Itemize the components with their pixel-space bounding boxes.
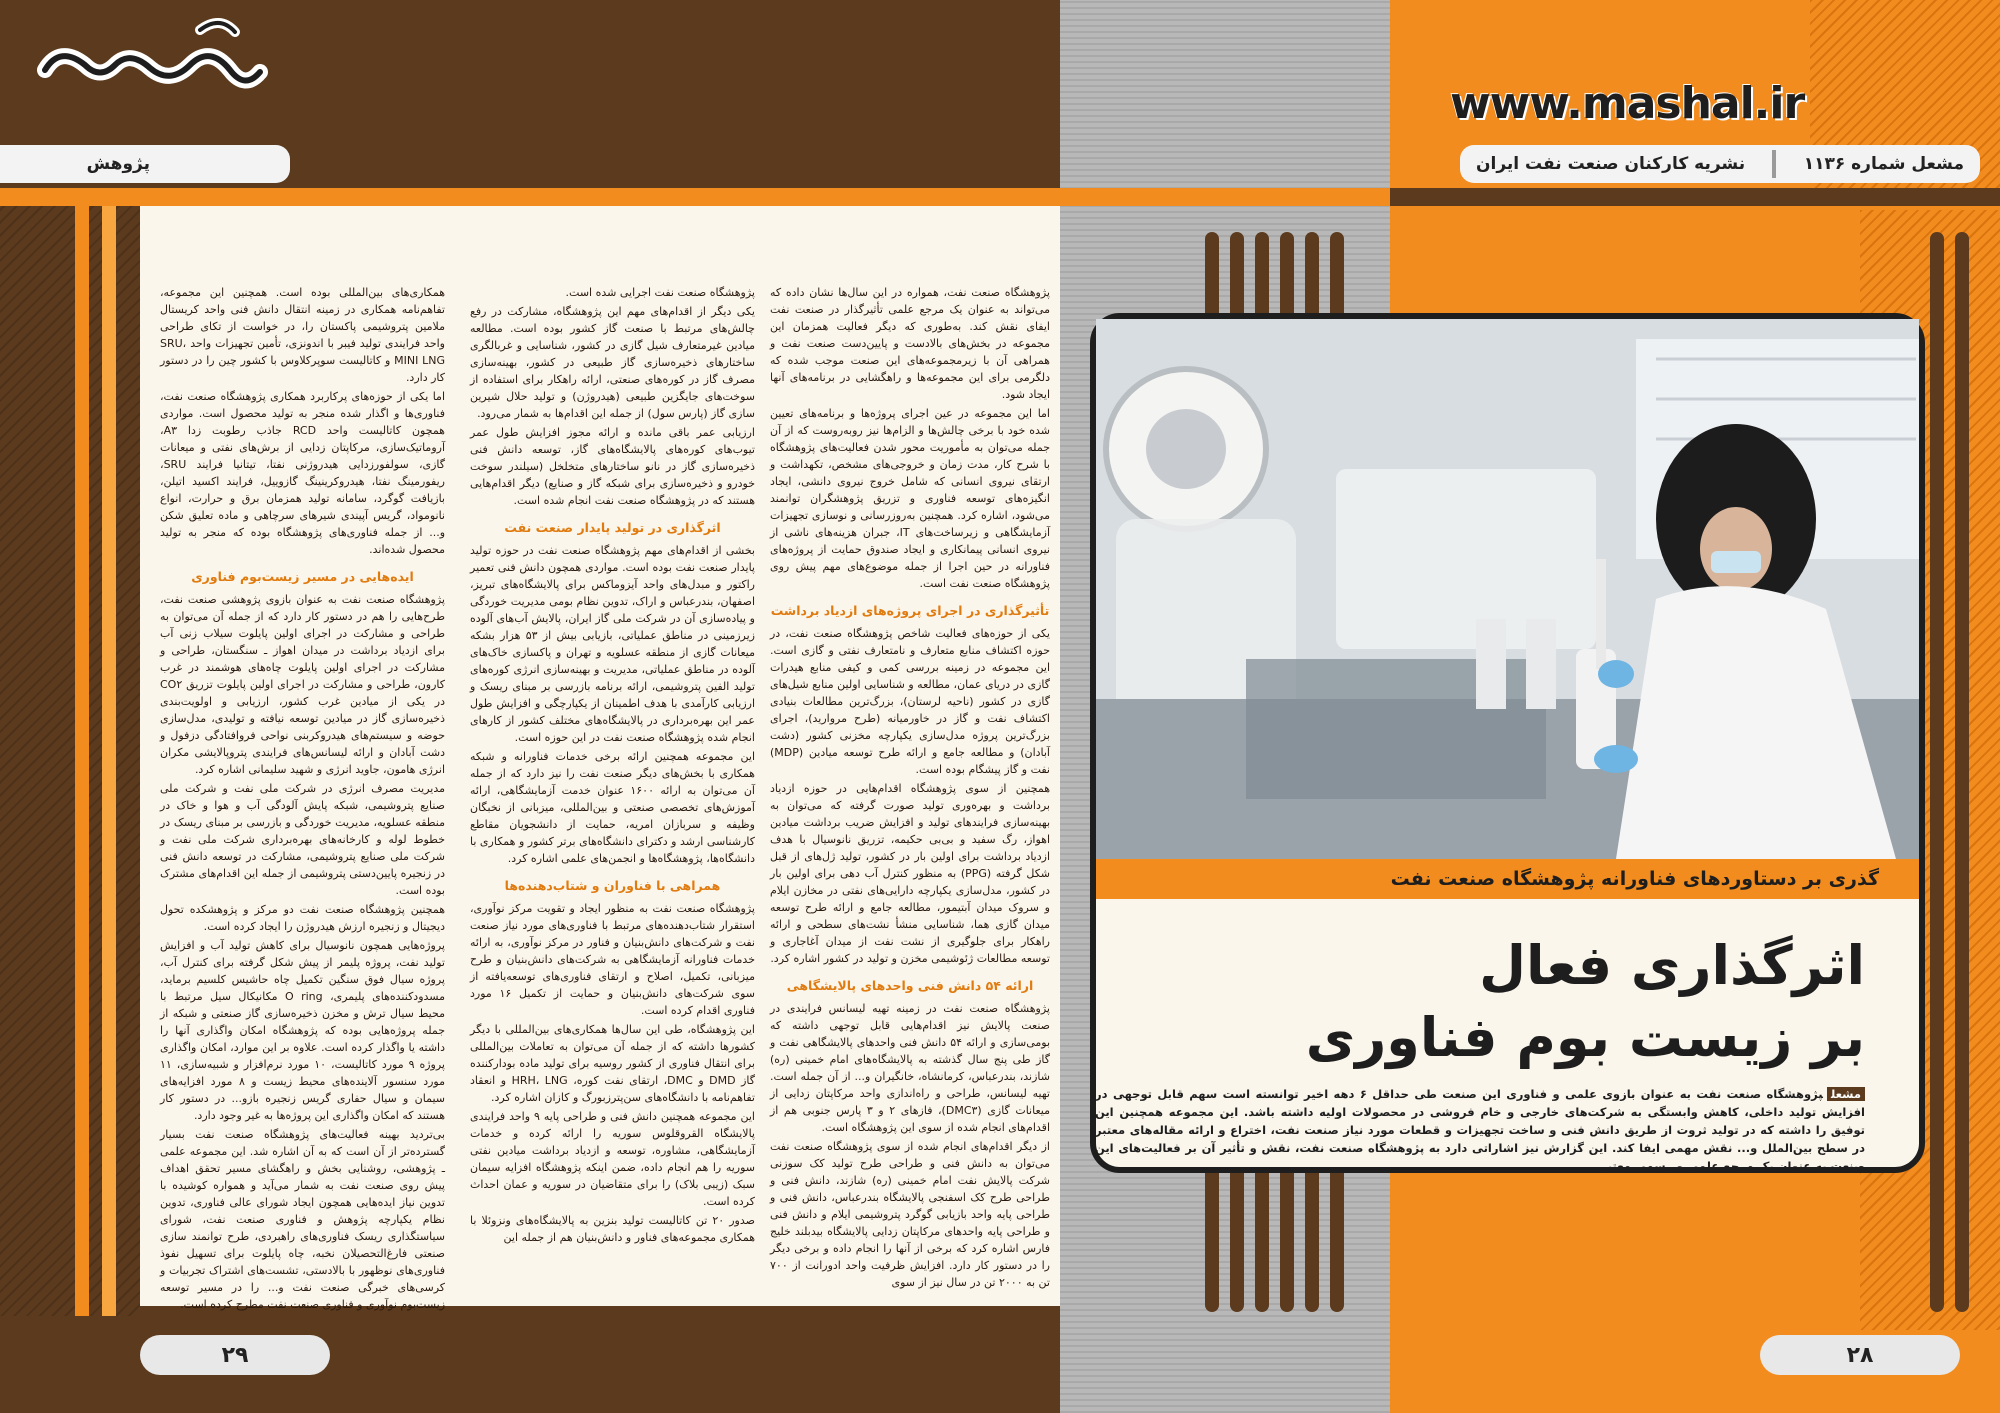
subheading: اثرگذاری در تولید پایدار صنعت نفت (504, 520, 721, 535)
left-page-bottom-bar (140, 1320, 1060, 1328)
paragraph: اما یکی از حوزه‌های پرکاربرد همکاری پژوهشگاه صنعت نفت، فناوری‌ها و اگذار شده منجر به تولید محصول است. مواردی همچون کاتالیست واحد RCD جاذب رطوبت زدا A۳، آروماتیک‌سازی، مرکاپتان زدایی از برش‌های نفتی و میعانات گازی، سولفورزدایی هیدروژنی نفتا، تیتانیا فرایند SRU، ریفورمینگ نفتا، هیدروکرینینگ گازوییل، فرایند اکسید اتیلن، بازیافت گوگرد، سامانه تولید همزمان برق و حرارت، انواع نانومواد، گریس آپیندی شیرهای سرچاهی و ماده تعلیق شکن و... از جمله فناوری‌های پژوهشگاه بوده که منجر به تولید محصول شده‌اند. (160, 390, 445, 556)
header-divider-band-right (1390, 188, 2000, 206)
lead-source-tag: مشعل (1827, 1087, 1865, 1101)
paragraph: این پژوهشگاه، طی این سال‌ها همکاری‌های بین‌المللی با دیگر کشورها داشته که از جمله آن می‌توان به تعاملات بین‌المللی برای انتقال فناوری از کشور روسیه برای تولید ماده بودارکننده گاز DMD و DMC، ارتقای نفت کوره، HRH، LNG و انعقاد تفاهم‌نامه با دانشگاه‌های سن‌پترزبورگ و کازان اشاره کرد. (470, 1023, 755, 1104)
left-orange-pipe (75, 206, 89, 1316)
page-number-right-text: ۲۸ (1846, 1342, 1874, 1368)
pill-separator (1772, 150, 1776, 178)
lead-text: پژوهشگاه صنعت نفت به عنوان بازوی علمی و فناوری این صنعت طی حداقل ۶ دهه اخیر توانسته است سهم قابل توجهی در افزایش تولید داخلی، کاهش وابستگی به شرکت‌های خارجی و خام فروشی در محصولات اولیه داشته باشد. این مجموعه همچنین این توفیق را داشته که در تولید ثروت از طریق دانش فنی و ساخت تجهیزات و قطعات مورد نیاز صنعت نفت، اختراع و ارائه مقاله‌های معتبر در سطح بین‌الملل و... نقش مهمی ایفا کند. این گزارش نیز اشاراتی دارد به پژوهشگاه صنعت نفت، نقش و تأثیر آن بر فعالیت‌های این صنعت به عنوان یک مرجع علمی و رسمی معتبر. (1095, 1087, 1865, 1173)
article-headline (1095, 930, 1865, 1090)
page-number-left (140, 1335, 330, 1375)
left-stripe-pattern (0, 196, 140, 1316)
subheading: تأثیرگذاری در اجرای پروژه‌های ازدیاد برداشت (770, 603, 1050, 618)
left-page-column-1 (470, 284, 755, 1294)
headline-line-2: بر زیست بوم فناوری (1305, 1006, 1865, 1069)
lab-scene-icon (1096, 319, 1919, 859)
paragraph: این مجموعه همچنین ارائه برخی خدمات فناورانه و شبکه همکاری با بخش‌های دیگر صنعت نفت را نیز دارد که از جمله آن می‌توان به ارائه ۱۶۰۰ عنوان خدمت آزمایشگاهی، ارائه آموزش‌های تخصصی صنعتی و بین‌المللی، میزبانی از نخبگان وظیفه و سربازان امریه، حمایت از دانشجویان مقاطع کارشناسی ارشد و دکترای دانشگاه‌های برتر کشور و همکاری با دانشگاه‌ها، پژوهشگاه‌ها و انجمن‌های علمی اشاره کرد. (470, 750, 755, 865)
section-label-pill (0, 145, 290, 183)
paragraph: ارزیابی عمر باقی مانده و ارائه مجوز افزایش طول عمر تیوب‌های کوره‌های پالایشگاه‌های گاز، توسعه دانش فنی ذخیره‌سازی گاز در نانو ساختارهای متخلخل (سیلندر سوخت خودرو و ذخیره‌سازی برای شبکه گاز و صنایع) دیگر اقدام‌هایی هستند که در پژوهشگاه صنعت نفت انجام شده است. (470, 426, 755, 507)
page-number-left-text: ۲۹ (221, 1342, 249, 1368)
paragraph: همچنین از سوی پژوهشگاه اقدام‌هایی در حوزه ازدیاد برداشت و بهره‌وری تولید صورت گرفته که می‌توان به بهینه‌سازی فرایندهای تولید و افزایش ضریب برداشت میادین اهواز، رگ سفید و بی‌بی حکیمه، تزریق نانوسیال با هدف ازدیاد برداشت برای اولین بار در کشور، تولید ژل‌های از قبل شکل گرفته (PPG) به منظور کنترل آب دهی برای اولین بار در کشور، مدل‌سازی یکپارچه دارایی‌های نفتی در مخازن ایلام و سروک میدان آبتیمور، مطالعه جامع و ارائه طرح توسعه میدان گازی هما، شناسایی منشأ نشت‌های سطحی و ارائه راهکار برای جلوگیری از نشت نفت از میدان آغاجاری و توسعه مطالعات ژئوشیمی مخزن و تولید در کشور اشاره کرد. (770, 782, 1050, 965)
lab-photo (1096, 319, 1919, 859)
mashal-logo (30, 10, 270, 120)
paragraph: اما این مجموعه در عین اجرای پروژه‌ها و برنامه‌های تعیین شده خود با برخی چالش‌ها و الزام‌ها نیز روبه‌روست که از آن جمله می‌توان به مأموریت محور شدن فعالیت‌های پژوهشگاه با شرح کار، مدت زمان و خروجی‌های مشخص، تکهداشت و ارتقای نیروی انسانی که شامل خروج نیروی دانشی، ایجاد انگیزه‌های توسعه فناوری و تزریق پژوهشگران توانمند می‌شود، اشاره کرد. همچنین به‌روزرسانی و نوسازی تجهیزات آزمایشگاهی و زیرساخت‌های IT، جبران هزینه‌های ناشی از نیروی انسانی پیمانکاری و ایجاد صندوق حمایت از پروژه‌های فناورانه در حین اجرا از جمله موضوع‌های مهم پیش روی پژوهشگاه صنعت نفت است. (770, 407, 1050, 590)
publication-name: نشریه کارکنان صنعت نفت ایران (1476, 154, 1746, 174)
paragraph: پژوهشگاه صنعت نفت به عنوان بازوی پژوهشی صنعت نفت، طرح‌هایی را هم در دستور کار دارد که از جمله آن می‌توان به طراحی و مشارکت در اجرای اولین پایلوت سیلاب زنی آب برای ازدیاد برداشت در میدان اهواز ـ سنگستان، طراحی و مشارکت در اجرای اولین پایلوت چاه‌های هوشمند در غرب کارون، طراحی و مشارکت در اجرای اولین پایلوت تزریق CO۲ در یکی از میادین غرب کشور، ارزیابی و اولویت‌بندی ذخیره‌سازی گاز در میادین توسعه نیافته و تولیدی، مدل‌سازی حوضه و سیستم‌های هیدروکربنی نواحی فروافتادگی دزفول و دشت آبادان و ارائه لیسانس‌های فرایندی پتروپالایشی مکران انرژی هامون، جاوید انرژی و شهید سلیمانی اشاره کرد. (160, 593, 445, 776)
issue-number: مشعل شماره ۱۱۳۶ (1803, 154, 1964, 174)
paragraph: بی‌تردید بهینه فعالیت‌های پژوهشگاه صنعت نفت بسیار گسترده‌تر از آن است که به آن اشاره شد. این مجموعه علمی ـ پژوهشی، روشنایی بخش و راهگشای مسیر تحقق اهداف پیش روی صنعت نفت به شمار می‌آید و همواره کوشیده با تدوین نیاز ایده‌هایی همچون ایجاد شورای عالی فناوری، تدوین نظام یکپارچه پژوهش و فناوری صنعت نفت، شورای سیاستگذاری ریسک فناوری‌های راهبردی، طرح توانمند سازی صنعتی فارغ‌التحصیلان نخبه، چاه پایلوت برای تسهیل نفوذ فناوری‌های نوظهور با بالادستی، تشست‌های اشتراک تجربیات و کرسی‌های خبرگی صنعت نفت و... را در مسیر توسعه زیست‌بوم نوآوری و فناوری صنعت نفت مطرح کرده است. (160, 1128, 445, 1311)
left-orange-pipe-2 (102, 206, 116, 1316)
paragraph: از دیگر اقدام‌های انجام شده از سوی پژوهشگاه صنعت نفت می‌توان به دانش فنی و طراحی طرح تولید کک سوزنی شرکت پالایش نفت امام خمینی (ره) شازند، دانش فنی و طراحی طرح کک اسفنجی پالایشگاه بندرعباس، دانش فنی و طراحی پایه واحد بازیابی گوگرد پتروشیمی ایلام و دانش فنی و طراحی پایه واحدهای مرکاپتان زدایی پالایشگاه بیدبلند خلیج فارس اشاره کرد که برخی از آنها را انجام داده و برخی دیگر را در دستور کار دارد. افزایش ظرفیت واحد ادورانت از ۷۰۰ تن به ۲۰۰۰ تن در سال نیز از سوی (770, 1140, 1050, 1289)
website-address[interactable]: www.mashal.ir (1450, 77, 1805, 129)
subheading: ایده‌هایی در مسیر زیست‌بوم فناوری (191, 569, 414, 584)
paragraph: پژوهشگاه صنعت نفت اجرایی شده است. (565, 286, 755, 299)
paragraph: همچنین پژوهشگاه صنعت نفت دو مرکز و پژوهشکده تحول دیجیتال و زنجیره ارزش هیدروژن را ایجاد کرده است. (160, 903, 445, 933)
paragraph: پژوهشگاه صنعت نفت به منظور ایجاد و تقویت مرکز نوآوری، استقرار شتاب‌دهنده‌های مرتبط با فناوری‌های مورد نیاز صنعت نفت و شرکت‌های دانش‌بنیان و فناور در مرکز نوآوری، به ارائه خدمات فناورانه آزمایشگاهی به شرکت‌های دانش‌بنیان و طرح میزبانی، تکمیل، اصلاح و ارتقای فناوری‌های توسعه‌یافته از سوی شرکت‌های دانش‌بنیان و حمایت از تکمیل ۱۶ مورد فناوری اقدام کرده است. (470, 902, 755, 1017)
article-lead (1095, 1085, 1865, 1195)
subheading: ارائه ۵۴ دانش فنی واحدهای پالایشگاهی (786, 978, 1034, 993)
right-brown-pipe (1930, 232, 1944, 1312)
paragraph: این مجموعه همچنین دانش فنی و طراحی پایه ۹ واحد فرایندی پالایشگاه القروقلوس سوریه را ارائه کرده و خدمات آزمایشگاهی، مشاوره، توسعه و ازدیاد برداشت میادین نفتی سوریه را هم انجام داده، ضمن اینکه پژوهشگاه افزایه سیمان سبک (زیبی بلاک) را برای متقاضیان در سوریه و عمان احداث کرده است. (470, 1110, 755, 1208)
publication-pill (1460, 145, 1980, 183)
paragraph: یکی دیگر از اقدام‌های مهم این پژوهشگاه، مشارکت در رفع چالش‌های مرتبط با صنعت گاز کشور بوده است. مطالعه میادین غیرمتعارف شیل گازی در کشور، شناسایی و غربالگری ساختارهای ذخیره‌سازی گاز طبیعی در کشور، بهینه‌سازی مصرف گاز در کوره‌های صنعتی، ارائه راهکار برای استفاده از سوخت‌های جایگزین طبیعی (هیدروژن) و تولید حلال شیرین سازی گاز (پارس سول) از جمله این اقدام‌ها به شمار می‌رود. (470, 305, 755, 420)
left-text-page (140, 206, 1060, 1311)
paragraph: مدیریت مصرف انرژی در شرکت ملی نفت و شرکت ملی صنایع پتروشیمی، شبکه پایش آلودگی آب و هوا و خاک در منطقه عسلویه، مدیریت خوردگی و بازرسی بر مبنای ریسک در خطوط لوله و کارخانه‌های بهره‌برداری شرکت ملی نفت و شرکت ملی صنایع پتروشیمی، مشارکت در توسعه دانش فنی در زنجیره پایین‌دستی پتروشیمی از جمله این اقدام‌های مشترک بوده است. (160, 782, 445, 897)
right-brown-pipe-2 (1955, 232, 1969, 1312)
left-page-column-2 (160, 284, 445, 1311)
paragraph: همکاری‌های بین‌المللی بوده است. همچنین این مجموعه، تفاهم‌نامه همکاری در زمینه انتقال دانش فنی واحد کریستال ملامین پتروشیمی پاکستان را، در خواست از تکای طراحی واحد فرایندی تولید فیبر با اندونزی، تأمین تجهیزات واحد SRU، MINI LNG و کاتالیست سوپرکلاوس با کشور چین را در دستور کار دارد. (160, 286, 445, 384)
article-kicker-bar (1096, 859, 1919, 899)
left-page-column-3 (770, 284, 1050, 1294)
paragraph: صدور ۲۰ تن کاتالیست تولید بنزین به پالایشگاه‌های ونزوئلا با همکاری مجموعه‌های فناور و دانش‌بنیان هم از جمله این (470, 1214, 755, 1244)
section-label: پژوهش (86, 154, 150, 174)
headline-line-1: اثرگذاری فعال (1479, 934, 1865, 997)
paragraph: پژوهشگاه صنعت نفت، همواره در این سال‌ها نشان داده که می‌تواند به عنوان یک مرجع علمی تأثیرگذار در صنعت نفت ایفای نقش کند. به‌طوری که دیگر فعالیت همزمان این مجموعه در بخش‌های بالادست و پایین‌دست صنعت نفت و همراهی آن با زیرمجموعه‌های این صنعت موجب شده که دلگرمی برای این مجموعه‌ها و راهگشایی در برنامه‌های آنها ایجاد شود. (770, 286, 1050, 401)
article-kicker: گذری بر دستاوردهای فناورانه پژوهشگاه صنعت نفت (1390, 868, 1879, 890)
logo-icon (30, 10, 270, 120)
paragraph: پژوهشگاه صنعت نفت در زمینه تهیه لیسانس فرایندی در صنعت پالایش نیز اقدام‌هایی قابل توجهی داشته که بومی‌سازی و ارائه ۵۴ دانش فنی واحدهای پالایشگاهی نفت و گاز طی پنج سال گذشته به پالایشگاه‌های امام خمینی (ره) شازند، بندرعباس، کرمانشاه، خانگیران و... از آن جمله است. تهیه لیسانس، طراحی و راه‌اندازی واحد مرکاپتان زدایی از میعانات گازی (DMC۳)، فازهای ۲ و ۳ پارس جنوبی هم از اقدام‌های انجام شده از سوی این پژوهشگاه است. (770, 1002, 1051, 1134)
paragraph: یکی از حوزه‌های فعالیت شاخص پژوهشگاه صنعت نفت، در حوزه اکتشاف منابع متعارف و نامتعارف نفتی و گازی است. این مجموعه در زمینه بررسی کمی و کیفی منابع هیدرات گازی در دریای عمان، مطالعه و شناسایی اولین منابع شیل‌های گازی در کشور (ناحیه لرستان)، بزرگ‌ترین مطالعات بنیادی اکتشاف نفت و گاز در خاورمیانه (طرح مروارید)، اجرای بزرگ‌ترین پروژه مدل‌سازی یکپارچه مخزنی کشور (دشت آبادان) و مطالعه جامع و ارائه طرح توسعه میادین (MDP) نفت و گاز پیشگام بوده است. (770, 627, 1050, 776)
paragraph: بخشی از اقدام‌های مهم پژوهشگاه صنعت نفت در حوزه تولید پایدار صنعت نفت بوده است. مواردی همچون دانش فنی تعمیر راکتور و مبدل‌های واحد آیزوماکس برای پالایشگاه‌های تبریز، اصفهان، بندرعباس و اراک، تدوین نظام بومی مدیریت خوردگی و پیاده‌سازی آن در شرکت ملی گاز ایران، پالایش آب‌های آلوده زیرزمینی در مناطق عملیاتی، بازیابی بیش از ۵۳ هزار بشکه میعانات گازی از منطقه عسلویه و تهران و پاکسازی خاک‌های آلوده در مناطق عملیاتی، مدیریت و بهینه‌سازی انرژی کوره‌های تولید الفین پتروشیمی، ارائه برنامه بازرسی بر مبنای ریسک و ارزیابی کارآمدی با هدف اطمینان از یکپارچگی و افزایش طول عمر این بهره‌برداری در پالایشگاه‌های مختلف کشور از کارهای انجام شده پژوهشگاه صنعت نفت در این حوزه است. (470, 544, 755, 744)
subheading: همراهی با فناوران و شتاب‌دهنده‌ها (504, 878, 721, 893)
page-number-right (1760, 1335, 1960, 1375)
paragraph: پروژه‌هایی همچون نانوسیال برای کاهش تولید آب و افزایش تولید نفت، پروژه پلیمر از پیش شکل گرفته برای کنترل آب، پروژه سیال فوق سنگین تکمیل چاه حاشیس کلسیم برماید، مسدودکننده‌های پلیمری، O ring مکانیکال سیل مرتبط با محیط سیال ترش و مخزن ذخیره‌سازی گاز صنعتی و شبکه از جمله پروژه‌هایی بوده که پژوهشگاه امکان واگذاری آنها را داشته یا واگذار کرده است. علاوه بر این موارد، امکان واگذاری پروژه ۹ مورد کاتالیست، ۱۰ مورد نرم‌افزار و شبیه‌سازی، ۱۱ مورد سنسور آلاینده‌های محیط زیست و ۸ مورد افزایه‌های سیمان و سیال حفاری گریس زنجیره بازو... در دستور کار هستند که امکان واگذاری این پروژه‌ها به غیر وجود دارد. (160, 939, 445, 1122)
